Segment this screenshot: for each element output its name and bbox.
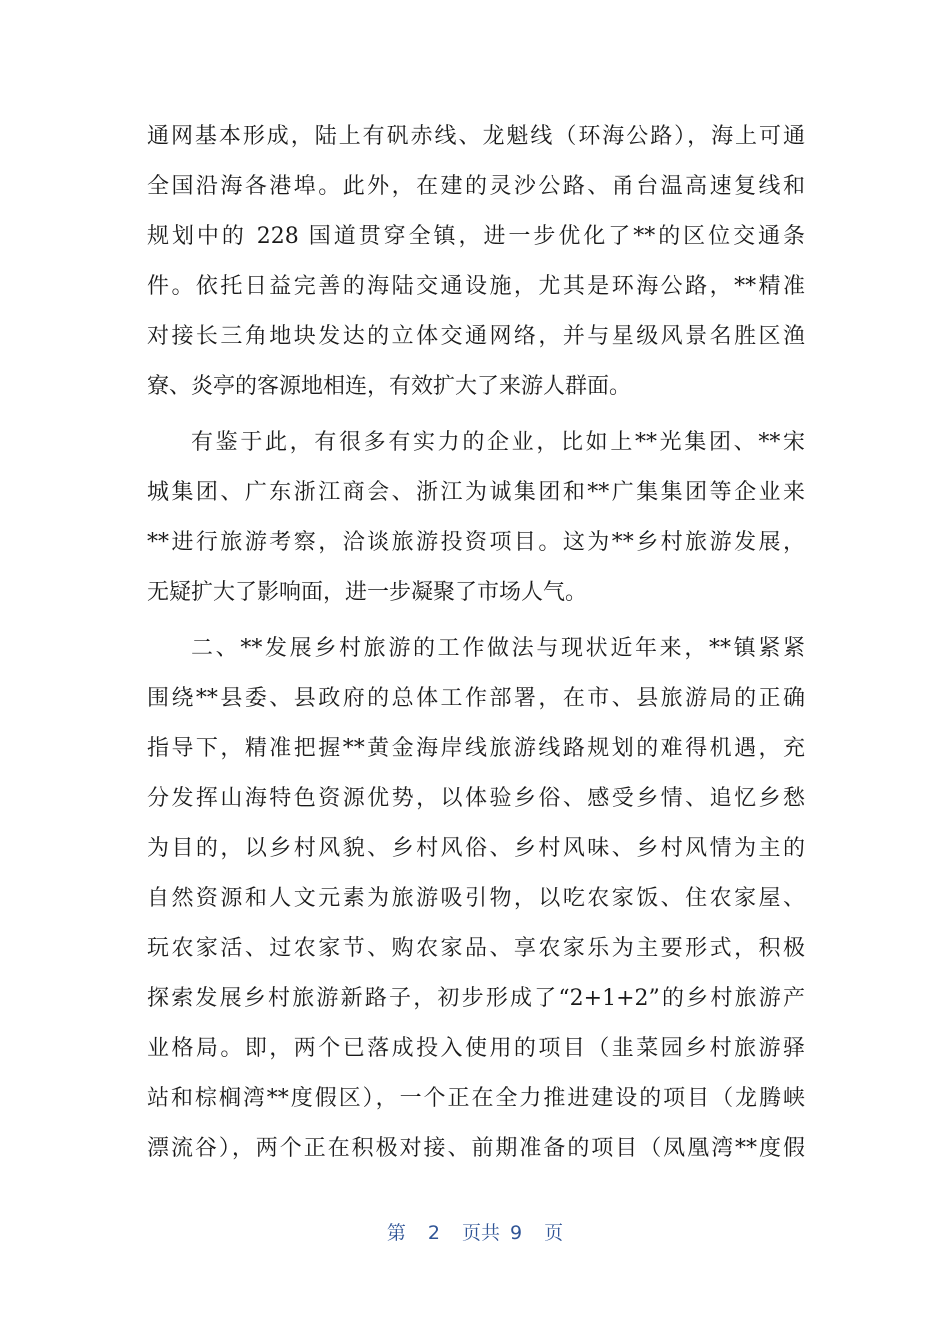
- text-line: 寮、炎亭的客源地相连，有效扩大了来游人群面。: [147, 374, 632, 399]
- document-body: [147, 112, 805, 1174]
- text-line: 自然资源和人文元素为旅游吸引物，以吃农家饭、住农家屋、: [147, 886, 805, 911]
- text-line: 二、**发展乡村旅游的工作做法与现状近年来，**镇紧紧: [191, 636, 805, 661]
- text-line: 探索发展乡村旅游新路子，初步形成了“2+1+2”的乡村旅游产: [147, 986, 805, 1011]
- text-line: 无疑扩大了影响面，进一步凝聚了市场人气。: [147, 580, 588, 605]
- text-line: 规划中的 228 国道贯穿全镇，进一步优化了**的区位交通条: [147, 224, 805, 249]
- text-line: 指导下，精准把握**黄金海岸线旅游线路规划的难得机遇，充: [147, 736, 805, 761]
- footer-middle: 页共: [461, 1222, 500, 1244]
- text-line: **进行旅游考察，洽谈旅游投资项目。这为**乡村旅游发展，: [147, 530, 805, 555]
- page-footer: [0, 1218, 950, 1245]
- paragraph: [147, 112, 805, 412]
- text-line: 玩农家活、过农家节、购农家品、享农家乐为主要形式，积极: [147, 936, 805, 961]
- text-line: 城集团、广东浙江商会、浙江为诚集团和**广集集团等企业来: [147, 480, 805, 505]
- text-line: 件。依托日益完善的海陆交通设施，尤其是环海公路，**精准: [147, 274, 805, 299]
- text-line: 有鉴于此，有很多有实力的企业，比如上**光集团、**宋: [191, 430, 805, 455]
- footer-suffix: 页: [544, 1222, 564, 1244]
- footer-total-pages: 9: [510, 1222, 523, 1244]
- paragraph: [147, 624, 805, 1174]
- text-line: 业格局。即，两个已落成投入使用的项目（韭菜园乡村旅游驿: [147, 1036, 805, 1061]
- paragraph: [147, 418, 805, 618]
- text-line: 站和棕榈湾**度假区），一个正在全力推进建设的项目（龙腾峡: [147, 1086, 805, 1111]
- text-line: 围绕**县委、县政府的总体工作部署，在市、县旅游局的正确: [147, 686, 805, 711]
- text-line: 通网基本形成，陆上有矾赤线、龙魁线（环海公路），海上可通: [147, 124, 805, 149]
- text-line: 对接长三角地块发达的立体交通网络，并与星级风景名胜区渔: [147, 324, 805, 349]
- text-line: 分发挥山海特色资源优势，以体验乡俗、感受乡情、追忆乡愁: [147, 786, 805, 811]
- text-line: 全国沿海各港埠。此外，在建的灵沙公路、甬台温高速复线和: [147, 174, 805, 199]
- text-line: 为目的，以乡村风貌、乡村风俗、乡村风味、乡村风情为主的: [147, 836, 805, 861]
- text-line: 漂流谷），两个正在积极对接、前期准备的项目（凤凰湾**度假: [147, 1136, 805, 1161]
- footer-prefix: 第: [386, 1222, 406, 1244]
- footer-current-page: 2: [427, 1222, 440, 1244]
